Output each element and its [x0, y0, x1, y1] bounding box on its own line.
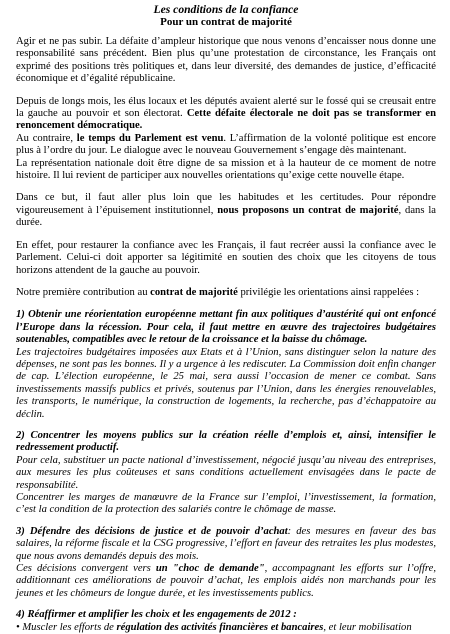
- orientation-3-body-2: [16, 563, 436, 600]
- paragraph-contract-emphasis: nous proposons un contrat de majorité: [217, 204, 399, 216]
- orientation-2-body-2: Concentrer les marges de manœuvre de la France sur l’emploi, l’investissement, la formation, c’est la condition de la protection des salariés contre le chômage de masse.: [16, 492, 436, 516]
- orientation-3-heading: 3) Défendre des décisions de justice et de pouvoir d’achat: [16, 525, 288, 537]
- orientation-1-heading: 1) Obtenir une réorientation européenne mettant fin aux politiques d’austérité qui ont enfoncé l’Europe dans la récession. Pour cela, il faut mettre en œuvre des trajectoires budgétaires soutenables, compatibles avec le retour de la croissance et la baisse du chômage.: [16, 309, 436, 346]
- paragraph-confidence: En effet, pour restaurer la confiance avec les Français, il faut recréer aussi la confiance avec le Parlement. Celui-ci doit apporter sa légitimité en soutien des choix que les citoyens de tous horizons attendent de la gauche au pouvoir.: [16, 239, 436, 276]
- orientation-1: [16, 309, 436, 421]
- orientation-3: [16, 526, 436, 600]
- orientation-4-bullet-1-end: , et leur mobilisation: [323, 621, 412, 633]
- orientation-3-body-2-emphasis: un "choc de demande": [155, 563, 265, 575]
- paragraph-representation: La représentation nationale doit être digne de sa mission et à la hauteur de ce moment de notre histoire. Il lui revient de participer aux nouvelles orientations qu’exige cette nouvelle étape.: [16, 157, 436, 182]
- paragraph-contribution-end: privilégie les orientations ainsi rappelées :: [240, 286, 420, 298]
- orientation-4-bullet-1: [16, 622, 436, 634]
- document-subtitle: Pour un contrat de majorité: [160, 16, 292, 28]
- orientation-3-text: [16, 526, 436, 563]
- paragraph-parliament-text: . L’affirmation de la volonté politique est encore plus à l’ordre du jour. Le dialogue avec le nouveau Gouvernement s’engage dès maintenant.: [16, 132, 436, 157]
- orientation-2: [16, 430, 436, 517]
- paragraph-contract-end: , dans la durée.: [16, 204, 436, 229]
- paragraph-contract: [16, 192, 436, 229]
- orientation-2-body-1: Pour cela, substituer un pacte national d’investissement, négocié jusqu’au niveau des entreprises, aux mesures les plus coûteuses et sans conditions actuellement envisagées dans le pacte de responsabilité.: [16, 454, 436, 491]
- paragraph-parliament: [16, 133, 436, 158]
- orientation-2-heading: 2) Concentrer les moyens publics sur la création réelle d’emplois et, ainsi, intensifier le redressement productif.: [16, 429, 436, 454]
- paragraph-contribution-emphasis: contrat de majorité: [150, 286, 238, 298]
- paragraph-parliament-lead: Au contraire,: [16, 132, 74, 144]
- paragraph-alert-text: Depuis de longs mois, les élus locaux et les députés avaient alerté sur le fossé qui se creusait entre la gauche au pouvoir et son électorat.: [16, 95, 436, 120]
- paragraph-alert: [16, 96, 436, 133]
- orientation-3-body-2-end: , accompagnant les efforts sur l’offre, additionnant ces améliorations de pouvoir d’achat, les emplois aidés non marchands pour les jeunes et les chômeurs de longue durée, et les investissements publics.: [16, 563, 436, 599]
- paragraph-contract-text: Dans ce but, il faut aller plus loin que les habitudes et les certitudes. Pour répondre vigoureusement à l’épuisement institutionnel,: [16, 192, 436, 216]
- orientation-1-body: Les trajectoires budgétaires imposées aux Etats et à l’Union, sans distinguer selon la nature des dépenses, ne sont pas les bonnes. Il y a urgence à les rediscuter. La Commission doit enfin changer de cap. L’élection européenne, le 25 mai, sera aussi l’occasion de mener ce combat. Sans investissements massifs publics et privés, soutenus par l’Union, dans les énergies renouvelables, les transports, le numérique, la construction de logements, la recherche, pas d’échappatoire au déclin.: [16, 346, 436, 420]
- document-page: [0, 3, 450, 633]
- orientation-4-bullet-1-lead: • Muscler les efforts de: [16, 621, 114, 633]
- orientation-4: [16, 609, 436, 634]
- orientation-3-body-1: : des mesures en faveur des bas salaires, la réforme fiscale et la CSG progressive, l’effort en faveur des retraites les plus modestes, que nous avons demandés depuis des mois.: [16, 525, 436, 562]
- paragraph-alert-emphasis: Cette défaite électorale ne doit pas se transformer en renoncement démocratique.: [16, 108, 436, 132]
- paragraph-intro: Agir et ne pas subir. La défaite d’ampleur historique que nous venons d’encaisser nous donne une responsabilité sans précédent. Bien plus qu’une protestation de circonstance, les Français ont exprimé des positions très politiques et, dans leur diversité, des demandes de justice, d’efficacité économique et d’égalité républicaine.: [16, 36, 436, 85]
- orientation-3-body-2-lead: Ces décisions convergent vers: [16, 563, 151, 575]
- paragraph-parliament-emphasis: le temps du Parlement est venu: [76, 132, 224, 144]
- orientation-4-bullet-1-emphasis: régulation des activités financières et bancaires: [116, 621, 324, 633]
- paragraph-contribution: [16, 287, 436, 299]
- document-title: Les conditions de la confiance: [153, 3, 299, 16]
- paragraph-contribution-lead: Notre première contribution au: [16, 286, 148, 298]
- orientation-4-heading: 4) Réaffirmer et amplifier les choix et les engagements de 2012 :: [16, 609, 297, 621]
